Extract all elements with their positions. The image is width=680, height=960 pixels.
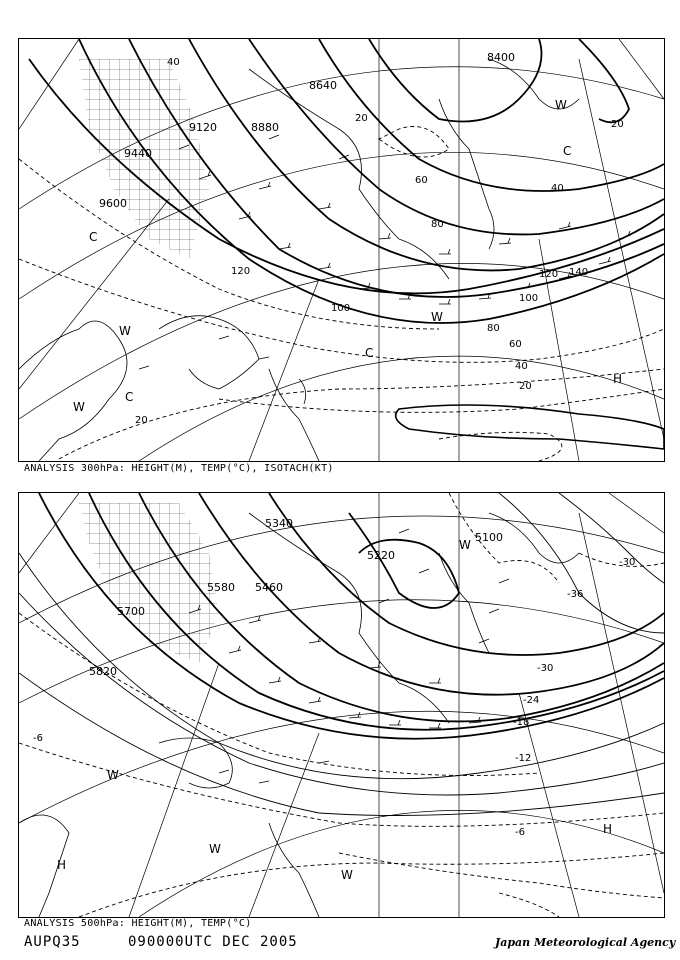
caption-500hpa: ANALYSIS 500hPa: HEIGHT(M), TEMP(°C): [24, 918, 252, 929]
height-label: 9600: [99, 197, 127, 210]
isotach-label: 60: [509, 339, 522, 350]
temperature-label: -30: [537, 663, 554, 674]
cold-center-symbol: C: [563, 144, 572, 158]
height-label: 5100: [475, 531, 503, 544]
warm-center-symbol: W: [341, 868, 353, 882]
isotach-label: 120: [231, 266, 251, 277]
height-label: 5700: [117, 605, 145, 618]
cold-center-symbol: C: [89, 230, 98, 244]
high-center-symbol: H: [613, 372, 623, 386]
isotach-label: 40: [167, 57, 180, 68]
temperature-label: -18: [513, 717, 530, 728]
cold-center-symbol: C: [365, 346, 374, 360]
temperature-label: -6: [33, 733, 43, 744]
warm-center-symbol: W: [73, 400, 85, 414]
chart-id: AUPQ35: [24, 934, 81, 950]
isotach-label: 100: [519, 293, 539, 304]
warm-center-symbol: W: [459, 538, 471, 552]
height-label: 5460: [255, 581, 283, 594]
isotach-label: 140: [569, 267, 589, 278]
isotach-label: 20: [611, 119, 624, 130]
temperature-label: -24: [523, 695, 540, 706]
height-label: 5580: [207, 581, 235, 594]
warm-center-symbol: W: [119, 324, 131, 338]
map-500hpa-canvas: [19, 493, 664, 917]
wind-barbs: [139, 135, 631, 369]
isotach-label: 40: [515, 361, 528, 372]
high-center-symbol: H: [57, 858, 67, 872]
height-label: 5220: [367, 549, 395, 562]
height-label: 5340: [265, 517, 293, 530]
isotach-label: 80: [431, 219, 444, 230]
map-300hpa-canvas: [19, 39, 664, 461]
high-center-symbol: H: [603, 822, 613, 836]
agency-name: Japan Meteorological Agency: [495, 936, 676, 949]
isotach-label: 20: [135, 415, 148, 426]
caption-300hpa: ANALYSIS 300hPa: HEIGHT(M), TEMP(°C), ISOTACH(KT): [24, 463, 334, 474]
cold-center-symbol: C: [125, 390, 134, 404]
isotach-label: 100: [331, 303, 351, 314]
isotach-label: 60: [415, 175, 428, 186]
high-region: [396, 405, 664, 449]
wind-barbs: [189, 529, 509, 783]
warm-center-symbol: W: [431, 310, 443, 324]
height-label: 8640: [309, 79, 337, 92]
height-label: 8880: [251, 121, 279, 134]
isotach-label: 20: [355, 113, 368, 124]
warm-center-symbol: W: [107, 768, 119, 782]
height-label: 8400: [487, 51, 515, 64]
valid-time: 090000UTC DEC 2005: [128, 934, 298, 950]
isotach-label: 80: [487, 323, 500, 334]
height-label: 9120: [189, 121, 217, 134]
isotach-label: 120: [539, 269, 559, 280]
temperature-label: -36: [567, 589, 584, 600]
map-300hpa: [18, 38, 665, 462]
isotach-label: 20: [519, 381, 532, 392]
temperature-label: -30: [619, 557, 636, 568]
height-label: 5820: [89, 665, 117, 678]
temperature-label: -12: [515, 753, 532, 764]
warm-center-symbol: W: [209, 842, 221, 856]
map-500hpa: [18, 492, 665, 918]
height-label: 9440: [124, 147, 152, 160]
isotach-label: 40: [551, 183, 564, 194]
warm-center-symbol: W: [555, 98, 567, 112]
temperature-label: -6: [515, 827, 525, 838]
